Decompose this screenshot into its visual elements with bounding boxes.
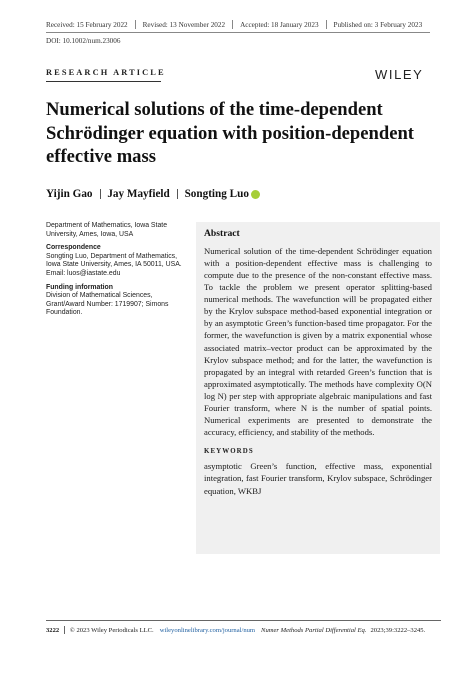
publisher-logo: WILEY [375,67,424,82]
author-info-column [46,222,192,323]
orcid-icon[interactable] [251,190,260,199]
article-type-rule [46,81,161,82]
funding-heading: Funding information [46,283,113,291]
funding-text: Division of Mathematical Sciences, Grant/Award Number: 1719907; Simons Foundation. [46,292,169,317]
date-separator [326,20,327,29]
correspondence-heading: Correspondence [46,244,101,252]
author-name[interactable]: Jay Mayfield [107,188,170,200]
journal-name: Numer Methods Partial Differential Eq. [261,626,367,634]
received-date: Received: 15 February 2022 [46,20,128,29]
copyright: © 2023 Wiley Periodicals LLC. [69,626,154,634]
keywords-text: asymptotic Green’s function, effective mass, exponential integration, fast Fourier transform, Krylov subspace, Schrödinger equation, WKBJ [204,461,432,496]
date-separator [232,20,233,29]
abstract-box [196,222,440,554]
accepted-date: Accepted: 18 January 2023 [240,20,319,29]
published-date: Published on: 3 February 2023 [333,20,423,29]
abstract-text: Numerical solution of the time-dependent Schrödinger equation with a position-dependent effective mass is challenging to compute due to the presence of the non-constant effective mass. To tackle the problem we present operator splitting-based numerical methods. The wavefunction will be propagated either by the Krylov subspace method-based exponential integration or by an asymptotic Green’s function-based time propagator. For the former, the wavefunction is given by a matrix exponential whose associated matrix–vector product can be approximated by the Krylov subspace method; and for the latter, the wavefunction is propagated by an integral with retarded Green’s function that is approximated asymptotically. The methods have complexity O(N log N) per step with appropriate algebraic manipulations and fast Fourier transform, where N is the number of spatial points. Numerical experiments are presented to demonstrate the accuracy, efficiency, and stability of the methods. [204,246,432,437]
article-type: RESEARCH ARTICLE [46,68,166,77]
author-list [46,188,260,200]
correspondence-text: Songting Luo, Department of Mathematics, Iowa State University, Ames, IA 50011, USA. [46,252,182,269]
correspondence-email[interactable]: Email: luos@iastate.edu [46,269,121,277]
author-name[interactable]: Yijin Gao [46,188,93,200]
funding-block [46,284,192,318]
keywords-heading: KEYWORDS [204,448,254,455]
author-name[interactable]: Songting Luo [184,188,249,200]
revised-date: Revised: 13 November 2022 [142,20,226,29]
publication-dates [46,20,430,33]
citation: 2023;39:3222–3245. [370,626,426,634]
affiliation: Department of Mathematics, Iowa State University, Ames, Iowa, USA [46,222,168,238]
journal-link[interactable]: wileyonlinelibrary.com/journal/num [159,626,256,634]
doi[interactable]: DOI: 10.1002/num.23006 [46,37,121,45]
paper-title: Numerical solutions of the time-dependent Schrödinger equation with position-dependent effective mass [46,99,414,167]
page-footer [46,620,441,634]
footer-separator [64,626,65,634]
page-number: 3222 [46,626,60,634]
author-separator [100,189,101,199]
date-separator [135,20,136,29]
author-separator [177,189,178,199]
abstract-heading: Abstract [204,228,240,239]
correspondence-block [46,244,192,278]
